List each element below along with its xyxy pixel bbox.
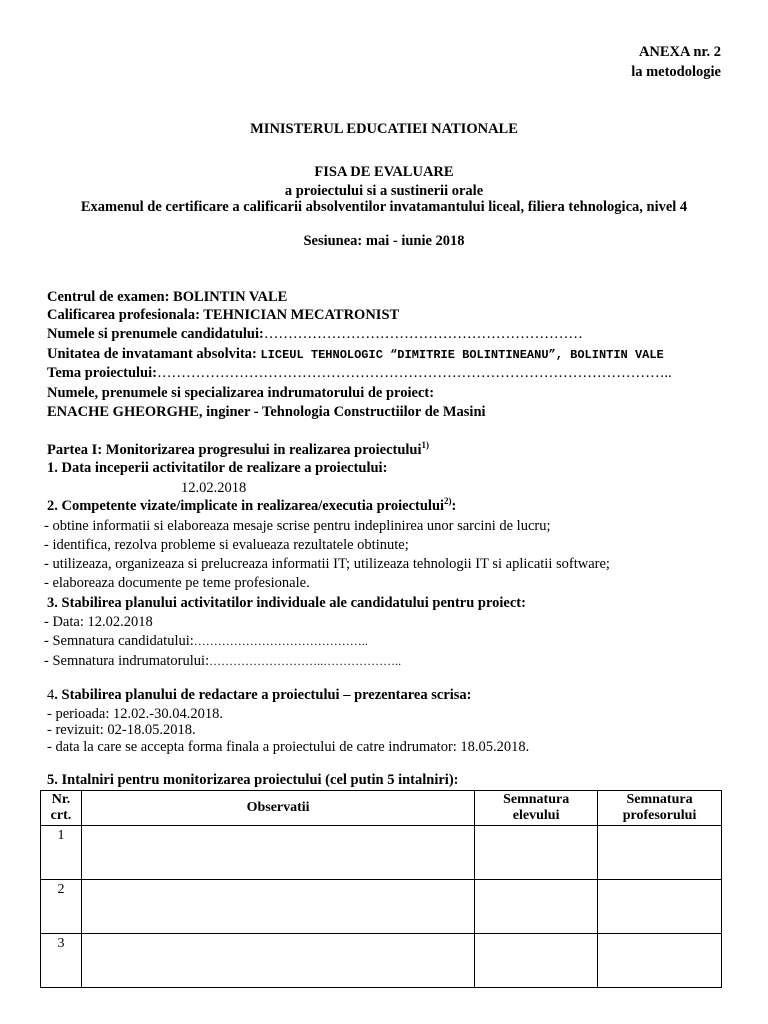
col-header-observations: Observatii <box>81 791 474 826</box>
school-suffix: , BOLINTIN VALE <box>555 348 664 362</box>
observations-cell <box>81 826 474 880</box>
candidate-signature-blank: …………………………………….. <box>193 634 368 648</box>
section2-footnote-mark: 2) <box>444 496 452 506</box>
section5-title: 5. Intalniri pentru monitorizarea proiectului (cel putin 5 intalniri): <box>47 772 459 788</box>
exam-center-line <box>47 289 287 306</box>
mentor-label: Numele, prenumele si specializarea indrumatorului de proiect: <box>47 385 435 401</box>
student-signature-cell <box>475 934 598 988</box>
candidate-line <box>47 326 583 343</box>
row-number: 3 <box>41 934 82 988</box>
part1-title-text: Partea I: Monitorizarea progresului in realizarea proiectului <box>47 442 422 458</box>
student-signature-cell <box>475 880 598 934</box>
writing-revised: - revizuit: 02-18.05.2018. <box>47 722 196 738</box>
form-title: FISA DE EVALUARE <box>314 164 454 180</box>
plan-date: - Data: 12.02.2018 <box>44 614 153 630</box>
qualification-line <box>47 307 399 324</box>
school-line <box>47 346 664 363</box>
table-row <box>41 880 722 934</box>
competence-item: - obtine informatii si elaboreaza mesaje scrise pentru indeplinirea unor sarcini de lucru; <box>44 518 551 534</box>
part1-footnote-mark: 1) <box>421 440 430 450</box>
observations-cell <box>81 880 474 934</box>
exam-description: Examenul de certificare a calificarii absolventilor invatamantului liceal, filiera tehnologica, nivel 4 <box>80 199 688 215</box>
competence-item: - identifica, rezolva probleme si evalueaza rezultatele obtinute; <box>44 537 409 553</box>
session: Sesiunea: mai - iunie 2018 <box>303 233 465 249</box>
qualification-value: TEHNICIAN MECATRONIST <box>203 307 400 323</box>
mentor-signature-line <box>44 653 401 670</box>
table-row <box>41 934 722 988</box>
candidate-signature-label: - Semnatura candidatului: <box>44 633 194 649</box>
competence-item: - elaboreaza documente pe teme profesionale. <box>44 575 310 591</box>
teacher-signature-cell <box>598 826 722 880</box>
annex-subtitle: la metodologie <box>631 64 721 80</box>
exam-center-value: BOLINTIN VALE <box>173 289 288 305</box>
theme-label: Tema proiectului: <box>47 365 157 381</box>
table-header-row <box>41 791 722 826</box>
teacher-signature-cell <box>598 934 722 988</box>
row-number: 1 <box>41 826 82 880</box>
candidate-label: Numele si prenumele candidatului: <box>47 326 264 342</box>
section2-title <box>47 498 456 515</box>
start-date: 12.02.2018 <box>181 480 247 496</box>
observations-cell <box>81 934 474 988</box>
student-signature-cell <box>475 826 598 880</box>
teacher-signature-cell <box>598 880 722 934</box>
mentor-signature-blank: ………………………..……………….. <box>209 654 402 668</box>
competence-item: - utilizeaza, organizeaza si prelucreaza informatii IT; utilizeaza tehnologii IT si aplicatii software; <box>44 556 610 572</box>
ministry-name: MINISTERUL EDUCATIEI NATIONALE <box>250 121 518 137</box>
col-header-teacher-signature: Semnatura profesorului <box>598 791 722 826</box>
section1-title: 1. Data inceperii activitatilor de realizare a proiectului: <box>47 460 388 476</box>
qualification-label: Calificarea profesionala: <box>47 307 204 323</box>
writing-final-date: - data la care se accepta forma finala a proiectului de catre indrumator: 18.05.2018. <box>47 739 530 755</box>
row-number: 2 <box>41 880 82 934</box>
school-label: Unitatea de invatamant absolvita: <box>47 346 261 362</box>
section4-title <box>47 687 472 704</box>
writing-period: - perioada: 12.02.-30.04.2018. <box>47 706 223 722</box>
mentor-signature-label: - Semnatura indrumatorului: <box>44 653 210 669</box>
form-subtitle: a proiectului si a sustinerii orale <box>284 183 484 199</box>
exam-center-label: Centrul de examen: <box>47 289 174 305</box>
school-value: LICEUL TEHNOLOGIC “DIMITRIE BOLINTINEANU” <box>260 348 556 362</box>
section3-title: 3. Stabilirea planului activitatilor individuale ale candidatului pentru proiect: <box>47 595 526 611</box>
section2-colon: : <box>451 498 457 514</box>
candidate-name-blank: ………………………………………………………… <box>263 326 583 342</box>
theme-blank: …………………………………………………………………………………………….. <box>156 365 672 381</box>
monitoring-table <box>40 790 722 988</box>
annex-number: ANEXA nr. 2 <box>638 44 721 60</box>
theme-line <box>47 365 672 382</box>
candidate-signature-line <box>44 633 368 650</box>
part1-title <box>47 442 429 459</box>
section4-number: 4 <box>47 687 55 703</box>
col-header-nr: Nr. crt. <box>41 791 82 826</box>
section4-title-text: . Stabilirea planului de redactare a proiectului – prezentarea scrisa: <box>54 687 472 703</box>
col-header-student-signature: Semnatura elevului <box>475 791 598 826</box>
table-row <box>41 826 722 880</box>
mentor-value: ENACHE GHEORGHE, inginer - Tehnologia Constructiilor de Masini <box>47 404 486 420</box>
section2-title-text: 2. Competente vizate/implicate in realizarea/executia proiectului <box>47 498 445 514</box>
